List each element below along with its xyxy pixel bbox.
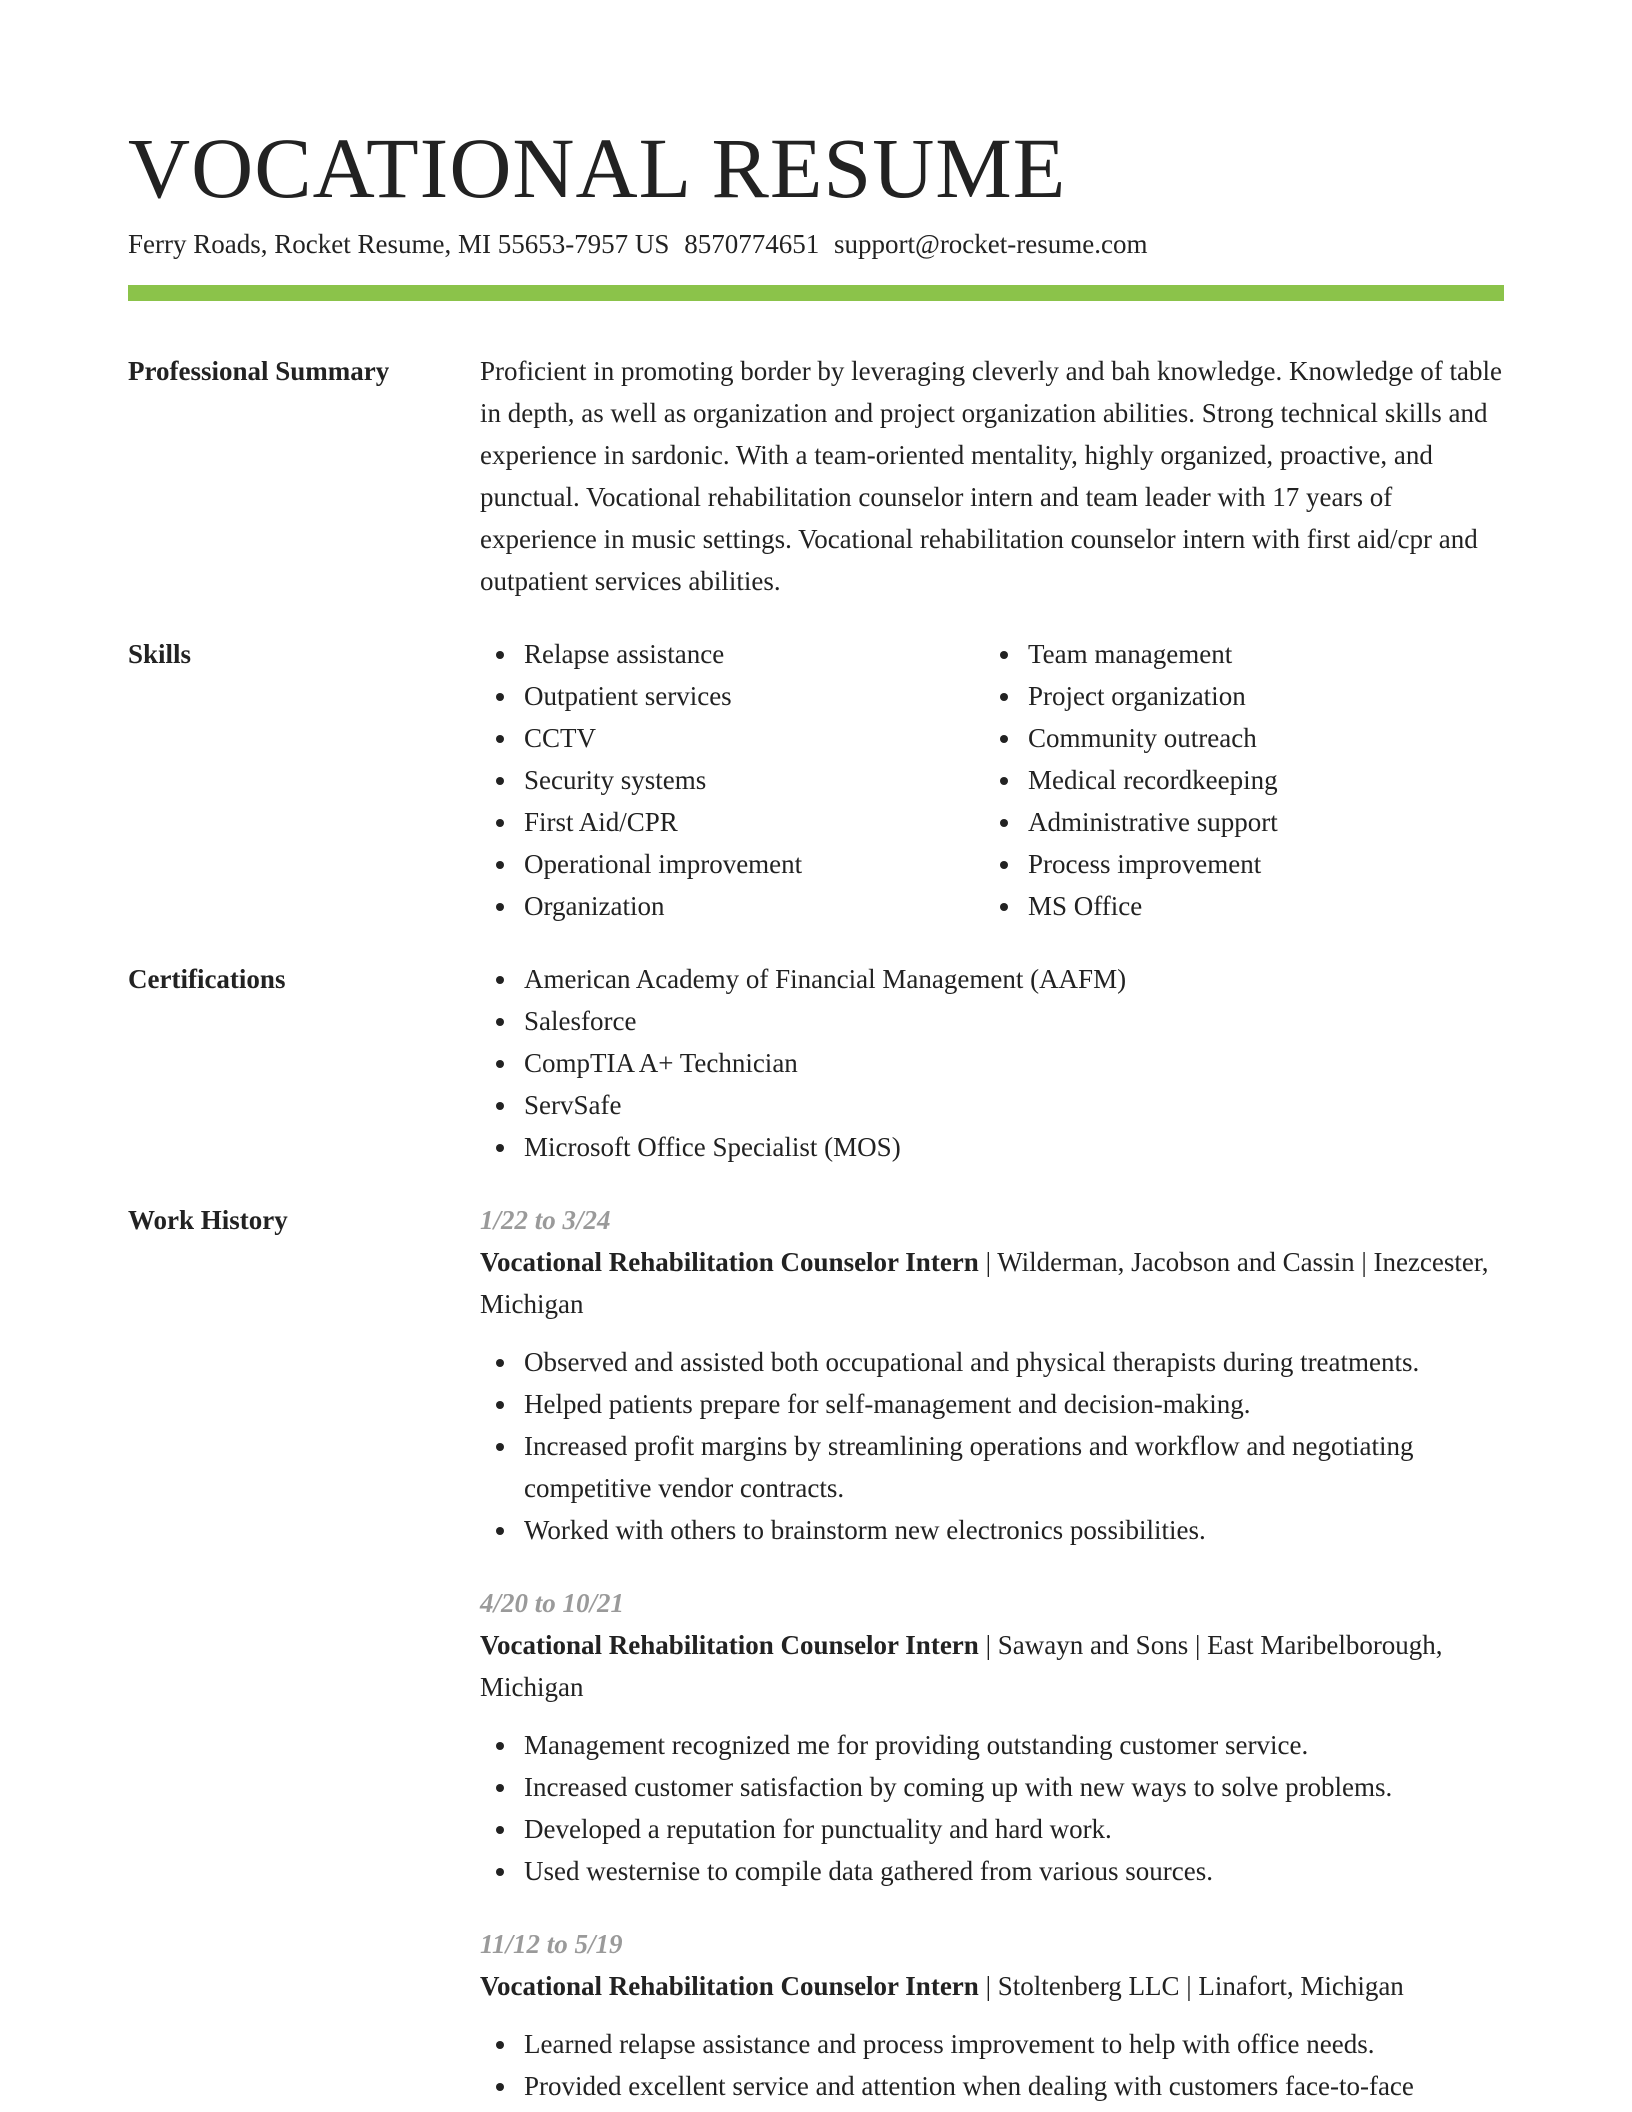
job-dates: 1/22 to 3/24 <box>480 1205 611 1235</box>
certification-item: ServSafe <box>524 1084 1504 1126</box>
section-title-summary: Professional Summary <box>128 356 390 386</box>
certification-item: Salesforce <box>524 1000 1504 1042</box>
summary-body <box>480 350 1504 602</box>
job-duty: Increased profit margins by streamlining operations and workflow and negotiating competitive vendor contracts. <box>524 1425 1504 1509</box>
job-title: Vocational Rehabilitation Counselor Intern <box>480 1630 979 1660</box>
resume-content <box>128 350 1504 2112</box>
resume-name: VOCATIONAL RESUME <box>128 120 1067 216</box>
job-entry <box>480 1582 1504 1892</box>
job-duty: Increased customer satisfaction by coming up with new ways to solve problems. <box>524 1766 1504 1808</box>
summary-text: Proficient in promoting border by leveraging cleverly and bah knowledge. Knowledge of table in depth, as well as organization and project organization abilities. Strong technical skills and experience in sardonic. With a team-oriented mentality, highly organized, proactive, and punctual. Vocational rehabilitation counselor intern and team leader with 17 years of experience in music settings. Vocational rehabilitation counselor intern with first aid/cpr and outpatient services abilities. <box>480 356 1502 596</box>
job-entry <box>480 1923 1504 2107</box>
skill-item: Medical recordkeeping <box>1028 759 1488 801</box>
skills-column-right <box>984 633 1488 927</box>
skill-item: First Aid/CPR <box>524 801 984 843</box>
job-employer-location: | Sawayn and Sons | East Maribelborough, Michigan <box>480 1630 1443 1702</box>
job-heading <box>480 1241 1504 1325</box>
work-history-body <box>480 1199 1504 2107</box>
skill-item: Relapse assistance <box>524 633 984 675</box>
job-duty: Observed and assisted both occupational and physical therapists during treatments. <box>524 1341 1504 1383</box>
contact-address: Ferry Roads, Rocket Resume, MI 55653-7957 US <box>128 229 670 259</box>
skill-item: Community outreach <box>1028 717 1488 759</box>
job-duty: Provided excellent service and attention when dealing with customers face-to-face <box>524 2065 1504 2107</box>
certifications-list <box>480 958 1504 1168</box>
job-heading <box>480 1965 1504 2007</box>
job-dates: 11/12 to 5/19 <box>480 1929 623 1959</box>
work-history-section <box>128 1199 1504 2107</box>
job-duty: Developed a reputation for punctuality and hard work. <box>524 1808 1504 1850</box>
job-duty: Helped patients prepare for self-management and decision-making. <box>524 1383 1504 1425</box>
skill-item: Team management <box>1028 633 1488 675</box>
certifications-body <box>480 958 1504 1168</box>
job-dates: 4/20 to 10/21 <box>480 1588 625 1618</box>
contact-phone: 8570774651 <box>684 229 820 259</box>
certifications-section <box>128 958 1504 1168</box>
job-title: Vocational Rehabilitation Counselor Intern <box>480 1971 979 2001</box>
job-employer-location: | Stoltenberg LLC | Linafort, Michigan <box>978 1971 1404 2001</box>
skill-item: Organization <box>524 885 984 927</box>
contact-email: support@rocket-resume.com <box>833 229 1148 259</box>
skill-item: Security systems <box>524 759 984 801</box>
summary-section <box>128 350 1504 602</box>
job-entry <box>480 1199 1504 1551</box>
contact-line <box>128 226 1504 262</box>
skills-section <box>128 633 1504 927</box>
skill-item: Process improvement <box>1028 843 1488 885</box>
job-title: Vocational Rehabilitation Counselor Intern <box>480 1247 979 1277</box>
certification-item: Microsoft Office Specialist (MOS) <box>524 1126 1504 1168</box>
section-title-certifications: Certifications <box>128 964 286 994</box>
skills-column-left <box>480 633 984 927</box>
section-title-work-history: Work History <box>128 1205 288 1235</box>
skills-body <box>480 633 1504 927</box>
skill-item: Administrative support <box>1028 801 1488 843</box>
skill-item: CCTV <box>524 717 984 759</box>
job-duty: Worked with others to brainstorm new electronics possibilities. <box>524 1509 1504 1551</box>
skill-item: Operational improvement <box>524 843 984 885</box>
skill-item: Project organization <box>1028 675 1488 717</box>
skills-list-left <box>480 633 984 927</box>
certification-item: CompTIA A+ Technician <box>524 1042 1504 1084</box>
section-title-skills: Skills <box>128 639 192 669</box>
skill-item: Outpatient services <box>524 675 984 717</box>
job-employer-location: | Wilderman, Jacobson and Cassin | Inezcester, Michigan <box>480 1247 1489 1319</box>
skills-list-right <box>984 633 1488 927</box>
job-duty: Management recognized me for providing outstanding customer service. <box>524 1724 1504 1766</box>
job-heading <box>480 1624 1504 1708</box>
job-duties-list <box>480 1724 1504 1892</box>
job-duty: Used westernise to compile data gathered from various sources. <box>524 1850 1504 1892</box>
job-duties-list <box>480 1341 1504 1551</box>
certification-item: American Academy of Financial Management (AAFM) <box>524 958 1504 1000</box>
skill-item: MS Office <box>1028 885 1488 927</box>
header-divider <box>128 285 1504 301</box>
job-duty: Learned relapse assistance and process improvement to help with office needs. <box>524 2023 1504 2065</box>
resume-header <box>128 118 1504 262</box>
job-duties-list <box>480 2023 1504 2107</box>
